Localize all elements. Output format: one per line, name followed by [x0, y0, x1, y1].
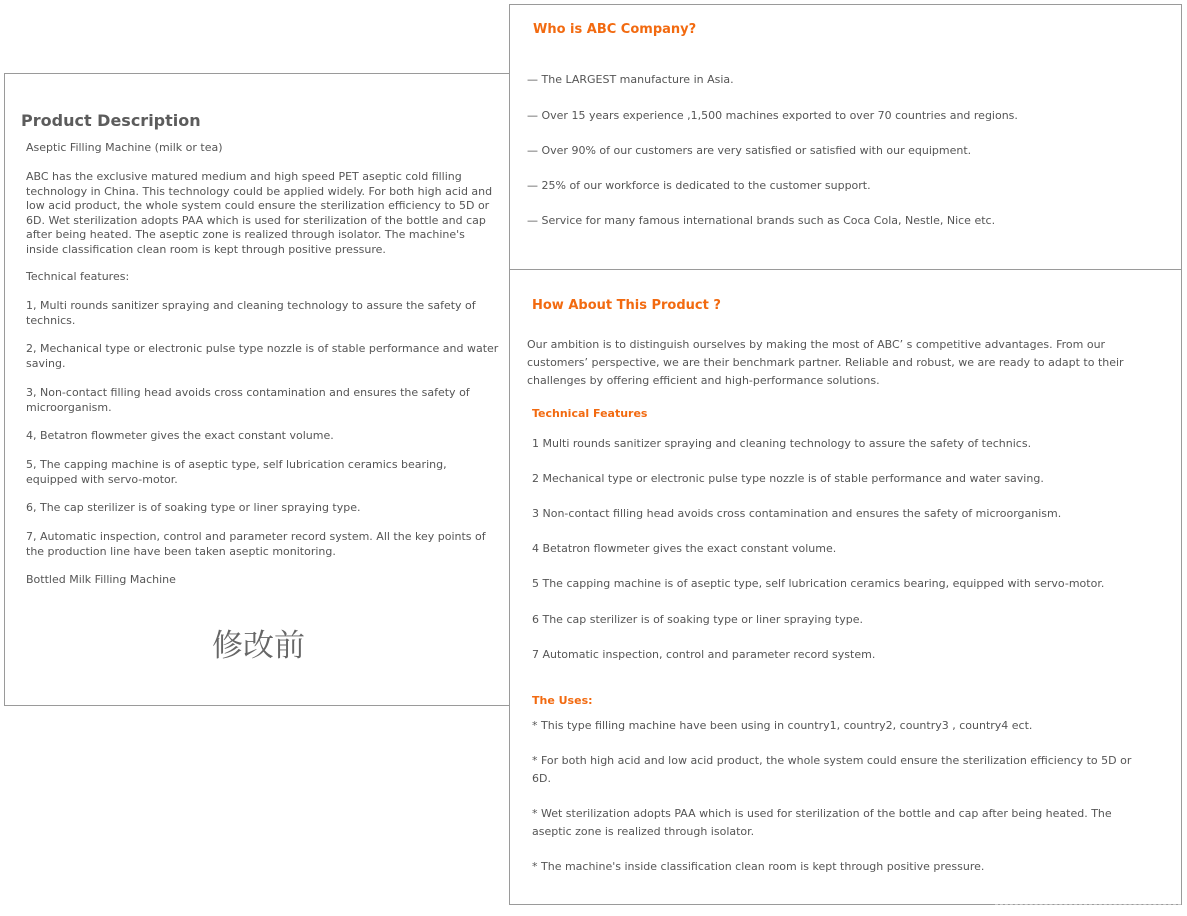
feature-item: 6 The cap sterilizer is of soaking type or liner spraying type. [532, 613, 863, 626]
use-item: * For both high acid and low acid product, the whole system could ensure the sterilization efficiency to 5D or 6D. [532, 754, 1132, 785]
left-line-feature-7: 7, Automatic inspection, control and parameter record system. All the key points of the production line have been taken aseptic monitoring. [26, 530, 486, 558]
left-line-subtitle: Aseptic Filling Machine (milk or tea) [26, 141, 223, 154]
feature-item: 1 Multi rounds sanitizer spraying and cleaning technology to assure the safety of technics. [532, 437, 1032, 450]
product-heading: How About This Product ? [532, 298, 721, 313]
company-item: — The LARGEST manufacture in Asia. [527, 73, 734, 86]
company-item: — Service for many famous international brands such as Coca Cola, Nestle, Nice etc. [527, 214, 996, 227]
company-item: — Over 90% of our customers are very satisfied or satisfied with our equipment. [527, 144, 972, 157]
left-line-feature-5: 5, The capping machine is of aseptic type, self lubrication ceramics bearing, equipped with servo-motor. [26, 458, 447, 486]
uses-heading: The Uses: [532, 694, 593, 707]
left-line-features-label: Technical features: [26, 270, 130, 283]
feature-item: 7 Automatic inspection, control and parameter record system. [532, 648, 876, 661]
corner-divider [995, 898, 1181, 905]
use-item: * This type filling machine have been using in country1, country2, country3 , country4 ect. [532, 719, 1033, 732]
left-line-feature-3: 3, Non-contact filling head avoids cross contamination and ensures the safety of microorganism. [26, 386, 470, 414]
left-line-feature-4: 4, Betatron flowmeter gives the exact constant volume. [26, 429, 334, 442]
left-line-feature-2: 2, Mechanical type or electronic pulse type nozzle is of stable performance and water saving. [26, 342, 499, 370]
feature-item: 2 Mechanical type or electronic pulse type nozzle is of stable performance and water saving. [532, 472, 1044, 485]
left-line-feature-6: 6, The cap sterilizer is of soaking type or liner spraying type. [26, 501, 361, 514]
use-item: * The machine's inside classification clean room is kept through positive pressure. [532, 860, 985, 873]
left-line-product-name: Bottled Milk Filling Machine [26, 573, 176, 586]
feature-item: 5 The capping machine is of aseptic type, self lubrication ceramics bearing, equipped with servo-motor. [532, 577, 1105, 590]
company-panel [509, 4, 1182, 270]
technical-features-heading: Technical Features [532, 407, 648, 420]
feature-item: 3 Non-contact filling head avoids cross contamination and ensures the safety of microorganism. [532, 507, 1062, 520]
product-intro: Our ambition is to distinguish ourselves by making the most of ABC’ s competitive advantages. From our customers’ perspective, we are their benchmark partner. Reliable and robust, we are ready to adapt to their challenges by offering efficient and high-performance solutions. [527, 338, 1124, 387]
feature-item: 4 Betatron flowmeter gives the exact constant volume. [532, 542, 837, 555]
product-description-title: Product Description [21, 111, 201, 130]
product-description-panel [4, 73, 511, 706]
company-heading: Who is ABC Company? [533, 22, 697, 37]
company-item: — Over 15 years experience ,1,500 machines exported to over 70 countries and regions. [527, 109, 1018, 122]
product-panel [509, 269, 1182, 905]
before-caption: 修改前 [212, 628, 305, 664]
left-line-feature-1: 1, Multi rounds sanitizer spraying and cleaning technology to assure the safety of technics. [26, 299, 476, 327]
use-item: * Wet sterilization adopts PAA which is used for sterilization of the bottle and cap after being heated. The aseptic zone is realized through isolator. [532, 807, 1112, 838]
left-line-intro: ABC has the exclusive matured medium and high speed PET aseptic cold filling technology in China. This technology could be applied widely. For both high acid and low acid product, the whole system could ensure the sterilization efficiency to 5D or 6D. Wet sterilization adopts PAA which is used for sterilization of the bottle and cap after being heated. The aseptic zone is realized through isolator. The machine's inside classification clean room is kept through positive pressure. [26, 170, 493, 256]
company-item: — 25% of our workforce is dedicated to the customer support. [527, 179, 871, 192]
